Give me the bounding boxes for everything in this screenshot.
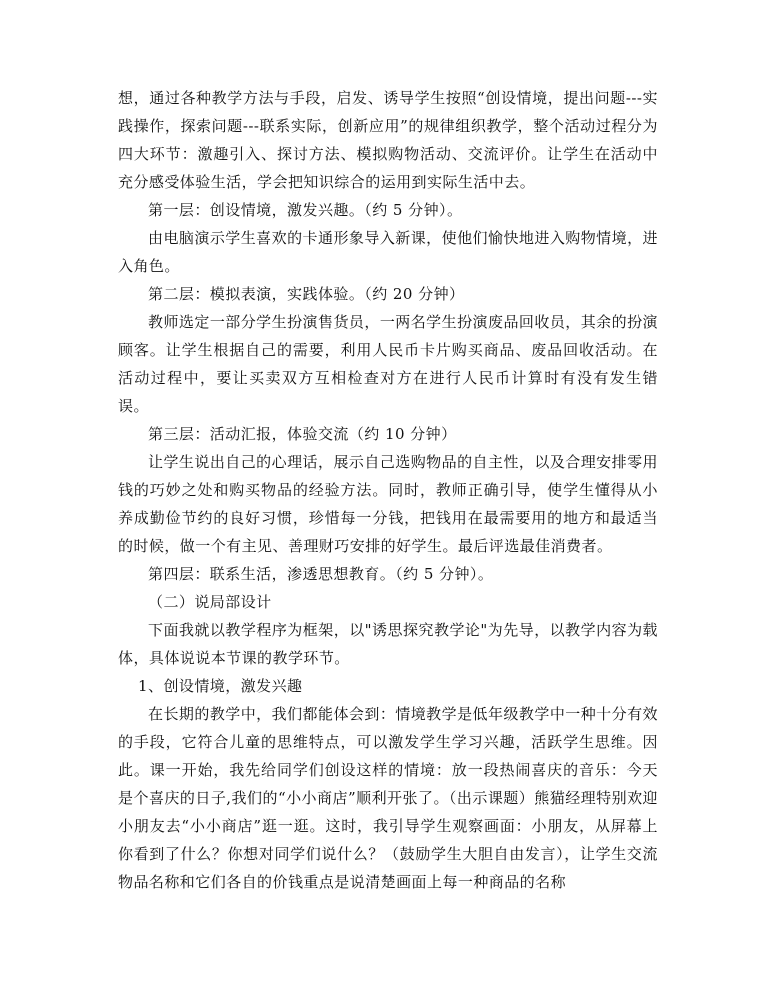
heading-layer-one: 第一层：创设情境，激发兴趣。（约 5 分钟）。 [148, 201, 463, 219]
paragraph-intro-continuation: 想，通过各种教学方法与手段，启发、诱导学生按照“创设情境，提出问题---实践操作，探索问题---联系实际，创新应用”的规律组织教学，整个活动过程分为四大环节：激趣引入、探讨方法、模拟购物活动、交流评价。让学生在活动中充分感受体验生活，学会把知识综合的运用到实际生活中去。 [118, 89, 658, 191]
heading-layer-four: 第四层：联系生活，渗透思想教育。（约 5 分钟）。 [148, 565, 494, 583]
paragraph-layer-one: 由电脑演示学生喜欢的卡通形象导入新课，使他们愉快地进入购物情境，进入角色。 [118, 229, 658, 275]
paragraph-layer-two: 教师选定一部分学生扮演售货员，一两名学生扮演废品回收员，其余的扮演顾客。让学生根据自己的需要，利用人民币卡片购买商品、废品回收活动。在活动过程中，要让买卖双方互相检查对方在进行人民币计算时有没有发生错误。 [118, 313, 658, 415]
paragraph-layer-three: 让学生说出自己的心理话，展示自己选购物品的自主性，以及合理安排零用钱的巧妙之处和购买物品的经验方法。同时，教师正确引导，使学生懂得从小养成勤俭节约的良好习惯，珍惜每一分钱，把钱用在最需要用的地方和最适当的时候，做一个有主见、善理财巧安排的好学生。最后评选最佳消费者。 [118, 453, 658, 555]
section-heading-partial-design: （二）说局部设计 [148, 593, 272, 611]
heading-layer-three: 第三层：活动汇报，体验交流（约 10 分钟） [148, 425, 457, 443]
heading-layer-two: 第二层：模拟表演，实践体验。（约 20 分钟） [148, 285, 465, 303]
paragraph-situation-teaching: 在长期的教学中，我们都能体会到：情境教学是低年级教学中一种十分有效的手段，它符合儿童的思维特点，可以激发学生学习兴趣，活跃学生思维。因此。课一开始，我先给同学们创设这样的情境：放一段热闹喜庆的音乐：今天是个喜庆的日子,我们的“小小商店”顺利开张了。（出示课题）熊猫经理特别欢迎小朋友去“小小商店”逛一逛。这时，我引导学生观察画面：小朋友，从屏幕上你看到了什么？你想对同学们说什么？（鼓励学生大胆自由发言），让学生交流物品名称和它们各自的价钱重点是说清楚画面上每一种商品的名称 [118, 705, 658, 891]
document-page [118, 84, 658, 896]
subheading-create-situation: 1、创设情境，激发兴趣 [138, 677, 303, 695]
paragraph-program-framework: 下面我就以教学程序为框架，以"诱思探究教学论"为先导，以教学内容为载体，具体说说本节课的教学环节。 [118, 621, 658, 667]
